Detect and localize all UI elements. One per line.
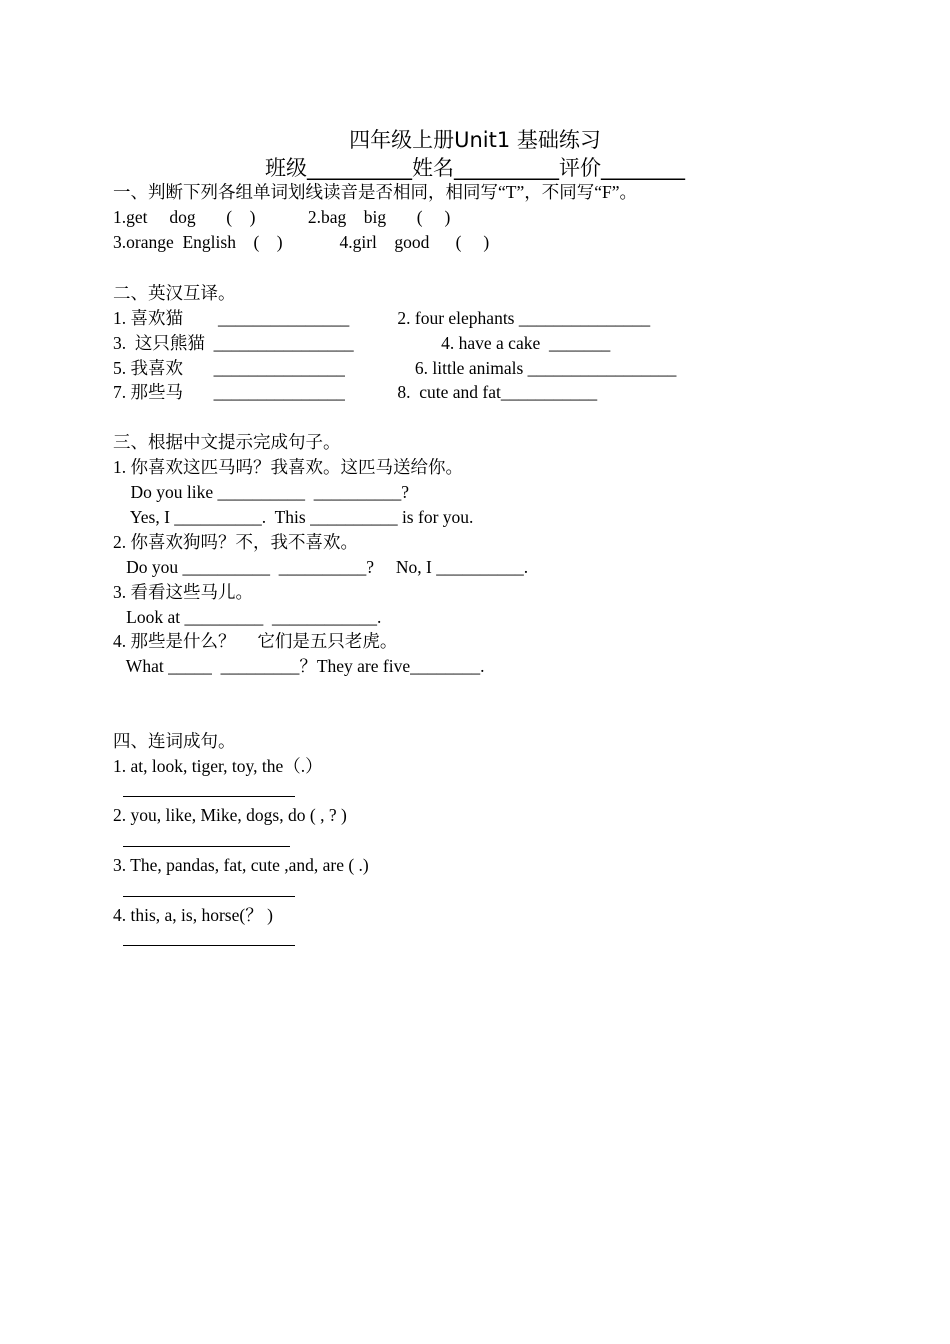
- section3-line-5: Do you __________ __________? No, I __________.: [113, 557, 529, 577]
- student-info-line: 班级__________姓名__________评价________: [265, 156, 685, 180]
- section3-line-6: 3. 看看这些马儿。: [113, 582, 253, 602]
- answer-line-4[interactable]: [123, 945, 295, 946]
- section3-heading: 三、根据中文提示完成句子。: [113, 432, 341, 452]
- section2-line-1: 1. 喜欢猫 _______________ 2. four elephants _______________: [113, 308, 651, 328]
- answer-line-2[interactable]: [123, 846, 290, 847]
- section2-line-2: 3. 这只熊猫 ________________ 4. have a cake _______: [113, 333, 611, 353]
- section4-item-3: 3. The, pandas, fat, cute ,and, are ( .): [113, 855, 369, 875]
- section2-heading: 二、英汉互译。: [113, 283, 236, 303]
- page-title: 四年级上册Unit1 基础练习: [349, 128, 601, 152]
- section3-line-4: 2. 你喜欢狗吗？不，我不喜欢。: [113, 532, 358, 552]
- section3-line-1: 1. 你喜欢这匹马吗？我喜欢。这匹马送给你。: [113, 457, 463, 477]
- section1-line-1: 1.get dog ( ) 2.bag big ( ): [113, 207, 451, 227]
- section3-line-7: Look at _________ ____________.: [113, 607, 382, 627]
- section4-heading: 四、连词成句。: [113, 731, 236, 751]
- answer-line-3[interactable]: [123, 896, 295, 897]
- section4-item-2: 2. you, like, Mike, dogs, do ( , ? ): [113, 805, 347, 825]
- section3-line-8: 4. 那些是什么？ 它们是五只老虎。: [113, 631, 398, 651]
- section3-line-9: What _____ _________？They are five________.: [113, 656, 485, 676]
- section1-line-2: 3.orange English ( ) 4.girl good ( ): [113, 232, 490, 252]
- section4-item-4: 4. this, a, is, horse(？ ): [113, 905, 273, 925]
- section1-heading: 一、判断下列各组单词划线读音是否相同，相同写“T”，不同写“F”。: [113, 182, 637, 202]
- section3-line-2: Do you like __________ __________?: [113, 482, 410, 502]
- section2-line-3: 5. 我喜欢 _______________ 6. little animals _________________: [113, 358, 677, 378]
- section4-item-1: 1. at, look, tiger, toy, the（.）: [113, 756, 323, 776]
- section3-line-3: Yes, I __________. This __________ is for you.: [113, 507, 474, 527]
- answer-line-1[interactable]: [123, 796, 295, 797]
- section2-line-4: 7. 那些马 _______________ 8. cute and fat___________: [113, 382, 598, 402]
